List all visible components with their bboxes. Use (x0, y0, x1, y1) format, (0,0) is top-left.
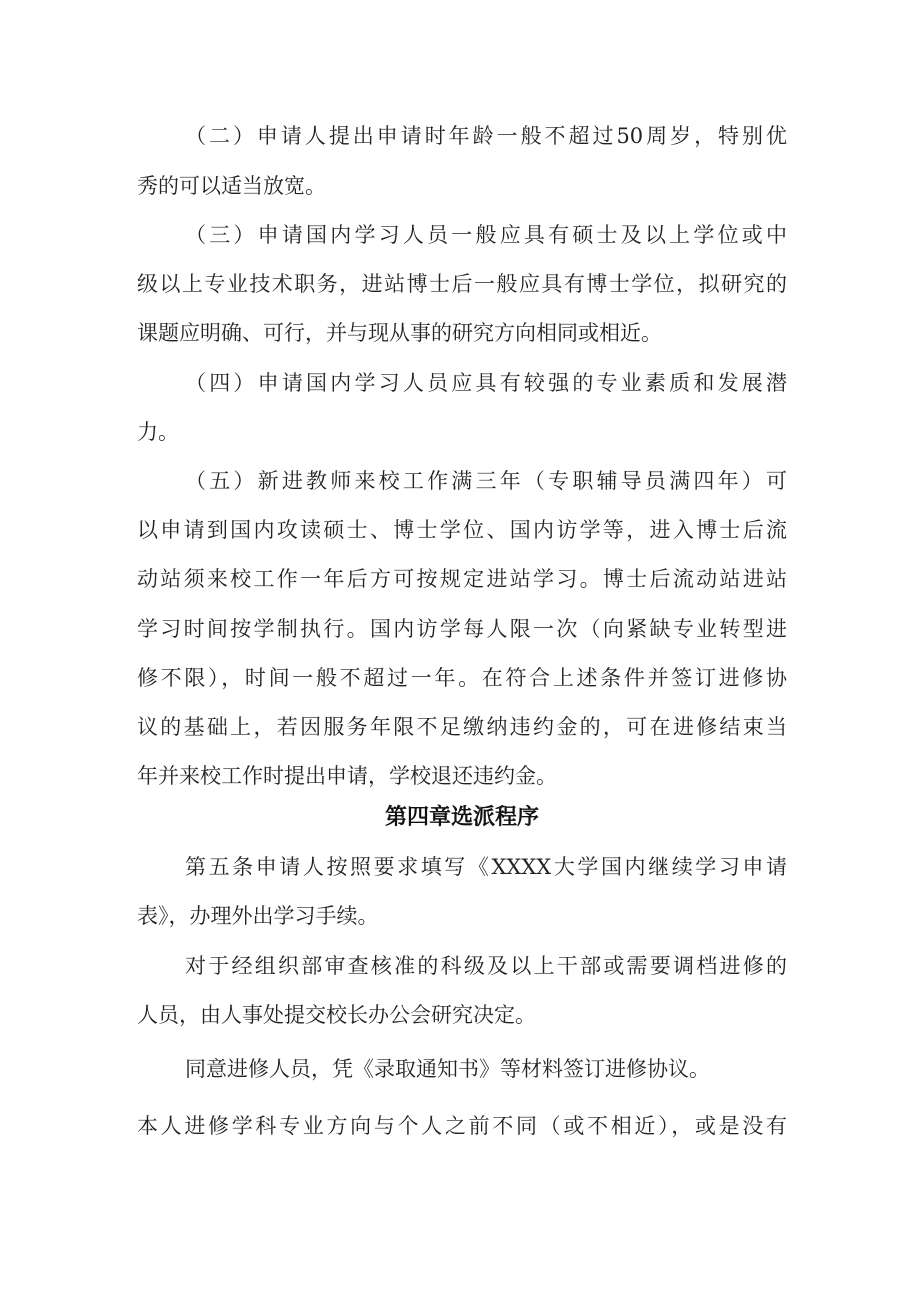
paragraph-7-line-2: 人员，由人事处提交校长办公会研究决定。 (137, 1003, 536, 1027)
paragraph-5-line-7: 年并来校工作时提出申请，学校退还违约金。 (137, 764, 557, 788)
paragraph-5-line-3: 动站须来校工作一年后方可按规定进站学习。博士后流动站进站 (137, 567, 787, 591)
paragraph-5-line-2: 以申请到国内攻读硕士、博士学位、国内访学等，进入博士后流 (137, 518, 787, 542)
article-5-line-1: 第五条申请人按照要求填写《XXXX大学国内继续学习申请 (185, 855, 787, 879)
paragraph-4-line-2: 力。 (137, 420, 179, 444)
paragraph-5-line-1: （五）新进教师来校工作满三年（专职辅导员满四年）可 (185, 469, 787, 493)
paragraph-8-line-1: 同意进修人员，凭《录取通知书》等材料签订进修协议。 (185, 1057, 710, 1081)
paragraph-5-line-4: 学习时间按学制执行。国内访学每人限一次（向紧缺专业转型进 (137, 617, 787, 641)
article-5-line-2: 表》，办理外出学习手续。 (137, 904, 379, 928)
paragraph-9-line-1: 本人进修学科专业方向与个人之前不同（或不相近），或是没有 (137, 1114, 787, 1138)
paragraph-2-line-2: 秀的可以适当放宽。 (137, 174, 326, 198)
chapter-heading: 第四章选派程序 (384, 805, 539, 830)
paragraph-5-line-5: 修不限），时间一般不超过一年。在符合上述条件并签订进修协 (137, 666, 787, 690)
paragraph-3-line-1: （三）申请国内学习人员一般应具有硕士及以上学位或中 (185, 223, 787, 247)
paragraph-3-line-3: 课题应明确、可行，并与现从事的研究方向相同或相近。 (137, 321, 662, 345)
paragraph-5-line-6: 议的基础上，若因服务年限不足缴纳违约金的，可在进修结束当 (137, 715, 787, 739)
paragraph-7-line-1: 对于经组织部审查核准的科级及以上干部或需要调档进修的 (185, 954, 787, 978)
paragraph-3-line-2: 级以上专业技术职务，进站博士后一般应具有博士学位，拟研究的 (137, 272, 787, 296)
paragraph-4-line-1: （四）申请国内学习人员应具有较强的专业素质和发展潜 (185, 371, 787, 395)
paragraph-2-line-1: （二）申请人提出申请时年龄一般不超过50周岁，特别优 (185, 124, 787, 148)
